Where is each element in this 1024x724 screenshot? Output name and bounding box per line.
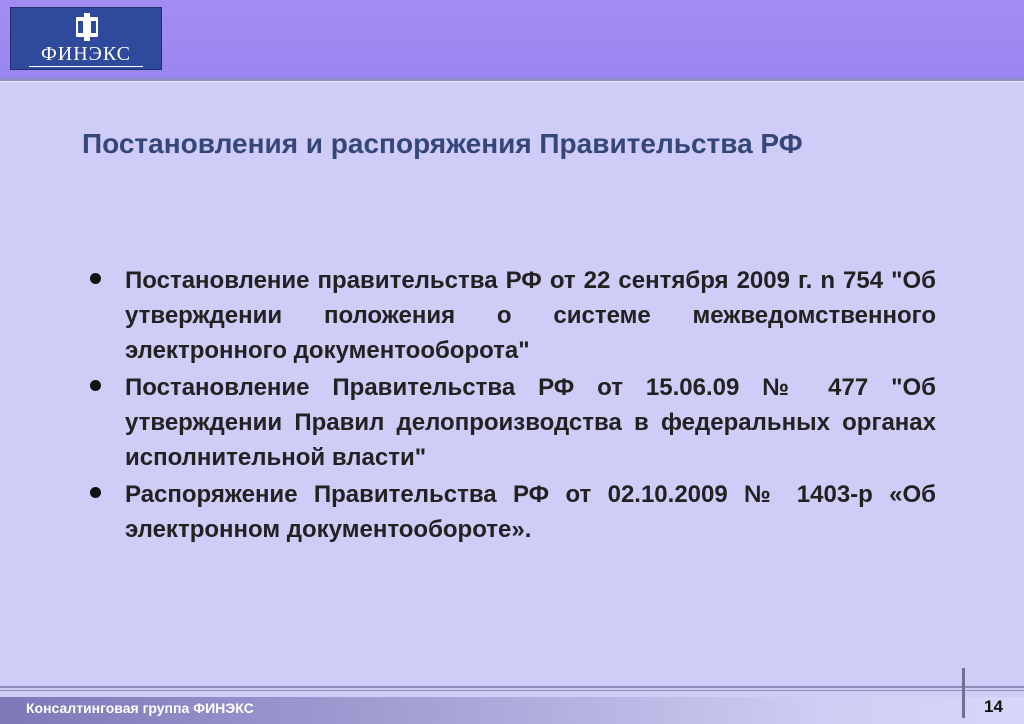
bullet-dot-icon (90, 487, 101, 498)
slide-title: Постановления и распоряжения Правительства РФ (82, 128, 803, 159)
finex-logo (10, 7, 162, 70)
header-divider (0, 78, 1024, 81)
bullet-dot-icon (90, 273, 101, 284)
bullet-item (90, 263, 936, 368)
finex-emblem-icon (72, 13, 102, 41)
footer-company: Консалтинговая группа ФИНЭКС (26, 700, 254, 716)
bullet-item (90, 477, 936, 547)
logo-text: ФИНЭКС (40, 43, 132, 65)
footer-separator (962, 668, 965, 718)
bullet-text: Постановление Правительства РФ от 15.06.09 № 477 "Об утверждении Правил делопроизводства в федеральных органах исполнительной власти" (125, 374, 936, 471)
bullet-text: Распоряжение Правительства РФ от 02.10.2009 № 1403-р «Об электронном документообороте». (125, 481, 936, 543)
logo-underline (29, 66, 143, 67)
bullet-item (90, 370, 936, 475)
page-number: 14 (984, 697, 1003, 716)
bullet-list (90, 263, 936, 549)
footer-divider-bottom (0, 690, 1024, 691)
footer-divider-top (0, 686, 1024, 688)
bullet-text: Постановление правительства РФ от 22 сентября 2009 г. n 754 "Об утверждении положения о системе межведомственного электронного документооборота" (125, 267, 936, 364)
bullet-dot-icon (90, 380, 101, 391)
